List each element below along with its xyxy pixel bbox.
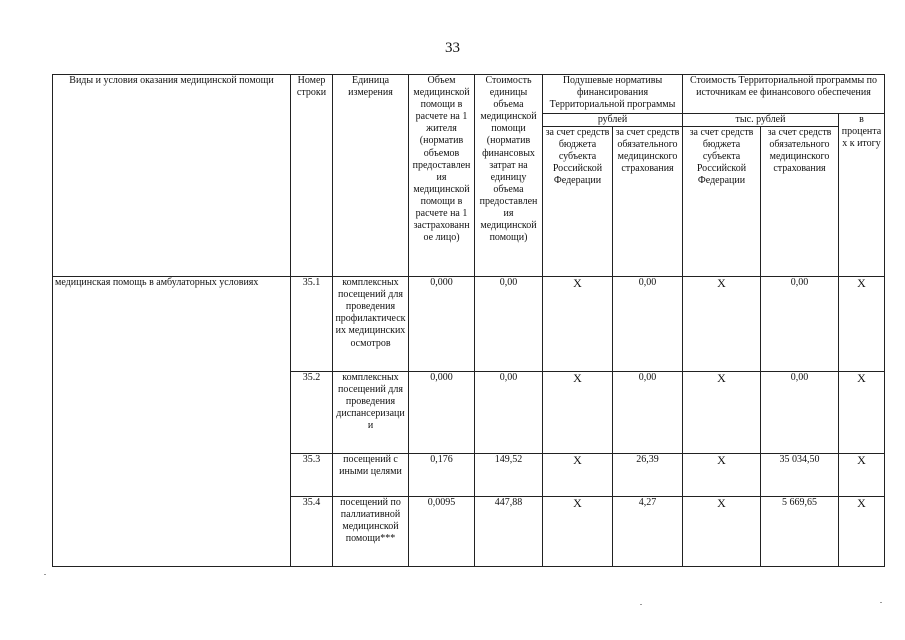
row-oms: 4,27 <box>613 497 683 567</box>
row-percent: X <box>839 372 885 454</box>
header-budget-2: за счет средств бюджета субъекта Российской Федерации <box>683 127 761 277</box>
row-unit: посещений по паллиативной медицинской помощи*** <box>333 497 409 567</box>
row-unit: комплексных посещений для проведения профилактических медицинских осмотров <box>333 277 409 372</box>
row-number: 35.4 <box>291 497 333 567</box>
row-volume: 0,176 <box>409 454 475 497</box>
row-oms-2: 0,00 <box>761 277 839 372</box>
header-program-cost: Стоимость Территориальной программы по источникам ее финансового обеспечения <box>683 75 885 114</box>
header-budget: за счет средств бюджета субъекта Российской Федерации <box>543 127 613 277</box>
row-cost: 0,00 <box>475 372 543 454</box>
row-oms-2: 35 034,50 <box>761 454 839 497</box>
header-thousand-rubles: тыс. рублей <box>683 114 839 127</box>
header-per-capita: Подушевые нормативы финансирования Территориальной программы <box>543 75 683 114</box>
row-cost: 149,52 <box>475 454 543 497</box>
row-unit: комплексных посещений для проведения диспансеризации <box>333 372 409 454</box>
header-volume: Объем медицинской помощи в расчете на 1 жителя (норматив объемов предоставления медицинской помощи в расчете на 1 застрахованное лицо) <box>409 75 475 277</box>
row-volume: 0,000 <box>409 372 475 454</box>
scan-speck <box>44 574 46 575</box>
header-rubles: рублей <box>543 114 683 127</box>
row-cost: 0,00 <box>475 277 543 372</box>
header-percent: в процентах к итогу <box>839 114 885 277</box>
row-oms-2: 5 669,65 <box>761 497 839 567</box>
row-percent: X <box>839 497 885 567</box>
row-budget: X <box>543 372 613 454</box>
row-cost: 447,88 <box>475 497 543 567</box>
row-oms: 26,39 <box>613 454 683 497</box>
page-number: 33 <box>445 40 460 56</box>
header-unit: Единица измерения <box>333 75 409 277</box>
header-oms: за счет средств обязательного медицинского страхования <box>613 127 683 277</box>
header-cost: Стоимость единицы объема медицинской помощи (норматив финансовых затрат на единицу объема предоставления медицинской помощи) <box>475 75 543 277</box>
row-volume: 0,0095 <box>409 497 475 567</box>
row-budget-2: X <box>683 454 761 497</box>
program-table <box>52 74 885 567</box>
group-label: медицинская помощь в амбулаторных условиях <box>53 277 291 567</box>
row-unit: посещений с иными целями <box>333 454 409 497</box>
table-row <box>53 277 885 372</box>
header-kind: Виды и условия оказания медицинской помощи <box>53 75 291 277</box>
row-volume: 0,000 <box>409 277 475 372</box>
row-oms: 0,00 <box>613 372 683 454</box>
row-oms: 0,00 <box>613 277 683 372</box>
row-budget-2: X <box>683 497 761 567</box>
row-number: 35.1 <box>291 277 333 372</box>
row-percent: X <box>839 454 885 497</box>
row-budget: X <box>543 497 613 567</box>
row-budget-2: X <box>683 372 761 454</box>
row-oms-2: 0,00 <box>761 372 839 454</box>
scan-speck <box>880 602 882 603</box>
row-percent: X <box>839 277 885 372</box>
row-number: 35.3 <box>291 454 333 497</box>
row-number: 35.2 <box>291 372 333 454</box>
row-budget: X <box>543 277 613 372</box>
row-budget-2: X <box>683 277 761 372</box>
header-row-number: Номер строки <box>291 75 333 277</box>
row-budget: X <box>543 454 613 497</box>
scan-speck <box>640 604 642 605</box>
header-oms-2: за счет средств обязательного медицинского страхования <box>761 127 839 277</box>
